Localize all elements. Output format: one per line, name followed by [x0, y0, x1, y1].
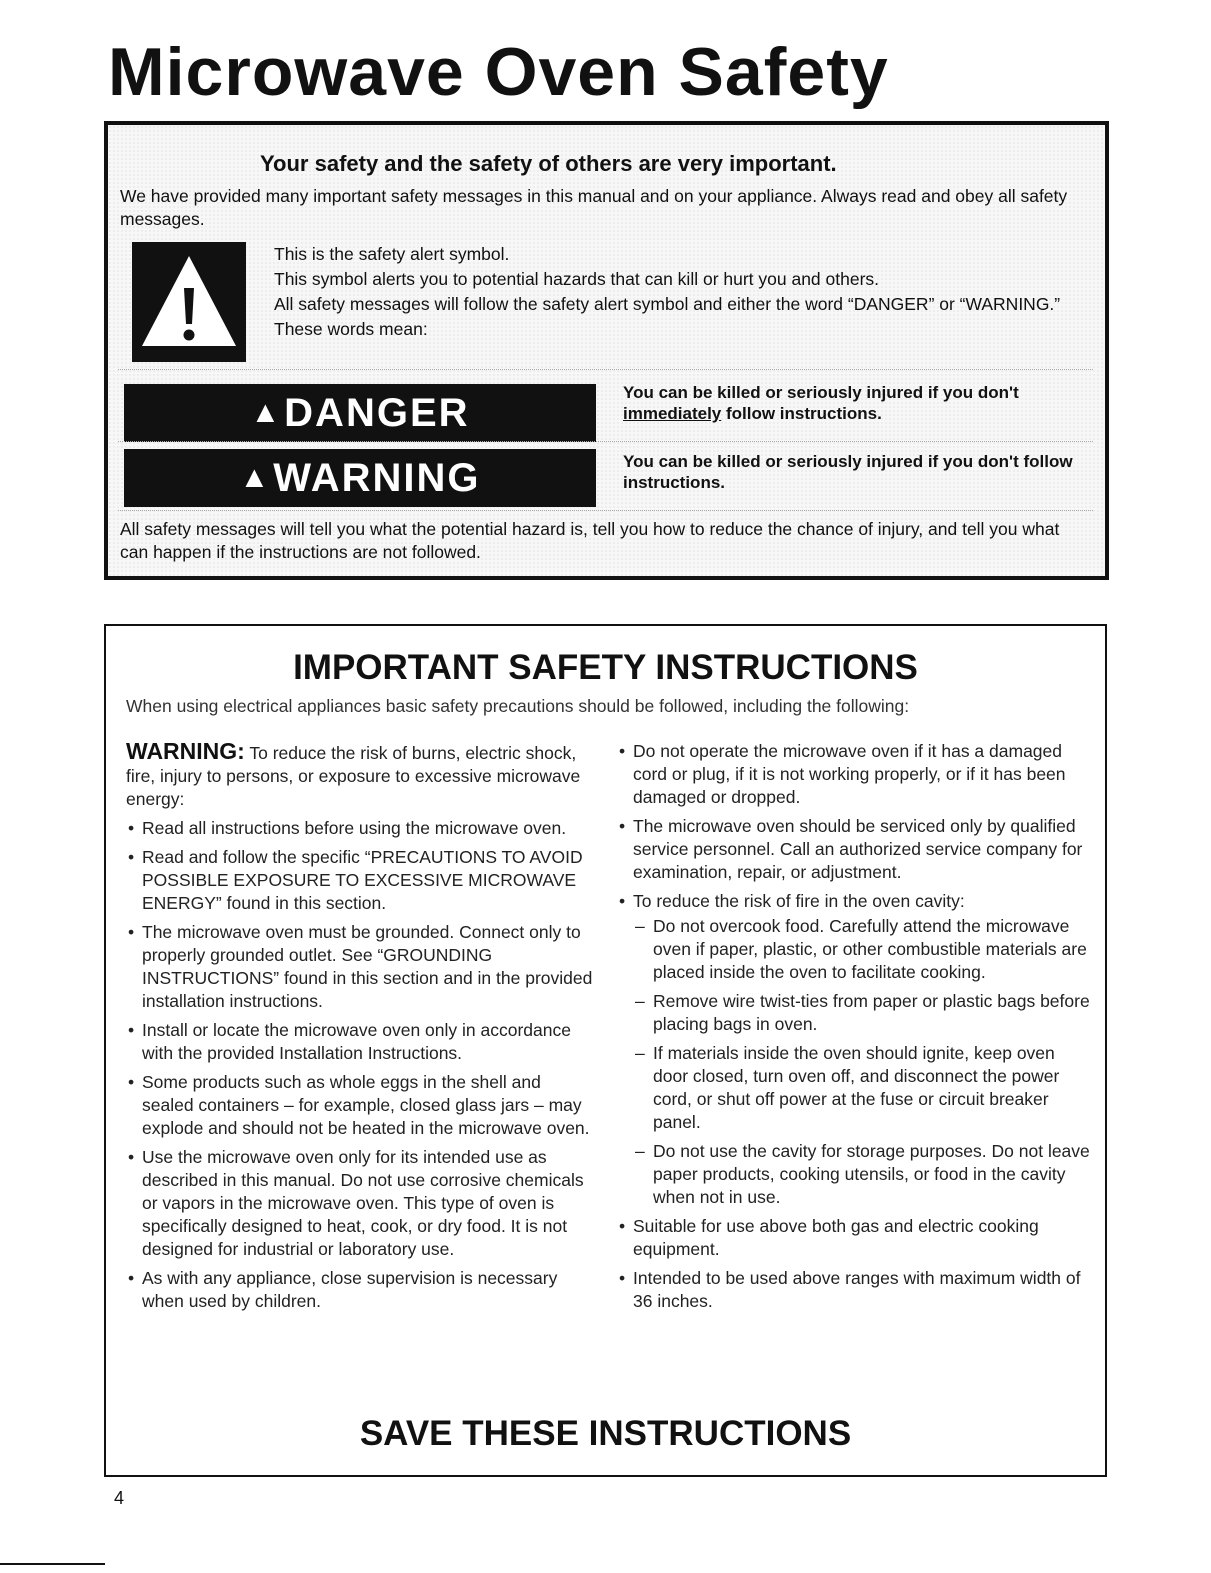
- dash-item: – Do not use the cavity for storage purposes. Do not leave paper products, cooking utensils, or food in the cavity when not in use.: [633, 1140, 1092, 1209]
- safety-alert-symbol-icon: [132, 242, 246, 362]
- warning-triangle-icon: ▲: [239, 461, 272, 494]
- divider: [118, 510, 1093, 511]
- danger-signal-word: [124, 384, 596, 442]
- list-item: • The microwave oven must be grounded. Connect only to properly grounded outlet. See “GROUNDING INSTRUCTIONS” found in this section and in the provided installation instructions.: [126, 921, 596, 1013]
- dash-item: – If materials inside the oven should ignite, keep oven door closed, turn oven off, and disconnect the power cord, or shut off power at the fuse or circuit breaker panel.: [633, 1042, 1092, 1134]
- safety-message-box: [104, 121, 1109, 580]
- alert-line: This symbol alerts you to potential hazards that can kill or hurt you and others.: [274, 269, 880, 289]
- list-item: • Some products such as whole eggs in the shell and sealed containers – for example, closed glass jars – may explode and should not be heated in the microwave oven.: [126, 1071, 596, 1140]
- list-item: • Read and follow the specific “PRECAUTIONS TO AVOID POSSIBLE EXPOSURE TO EXCESSIVE MICROWAVE ENERGY” found in this section.: [126, 846, 596, 915]
- instructions-title: IMPORTANT SAFETY INSTRUCTIONS: [293, 648, 918, 687]
- list-item: • As with any appliance, close supervision is necessary when used by children.: [126, 1267, 596, 1313]
- list-item: • Do not operate the microwave oven if it has a damaged cord or plug, if it is not working properly, or if it has been damaged or dropped.: [617, 740, 1092, 809]
- warning-signal-word: [124, 449, 596, 507]
- left-column: [126, 740, 596, 1319]
- right-column: [617, 740, 1092, 1319]
- safety-footer: All safety messages will tell you what the potential hazard is, tell you how to reduce the chance of injury, and tell you what can happen if the instructions are not followed.: [120, 519, 1060, 562]
- list-item-fire: [617, 890, 1092, 1209]
- list-item: • Use the microwave oven only for its intended use as described in this manual. Do not use corrosive chemicals or vapors in the microwave oven. This type of oven is specifically designed to heat, cook, or dry food. It is not designed for industrial or laboratory use.: [126, 1146, 596, 1261]
- instructions-intro: When using electrical appliances basic safety precautions should be followed, including the following:: [126, 696, 910, 716]
- alert-symbol-explanation: [274, 242, 1084, 342]
- warning-word: WARNING:: [126, 738, 245, 764]
- page-number: 4: [114, 1488, 125, 1508]
- list-item: • Install or locate the microwave oven only in accordance with the provided Installation Instructions.: [126, 1019, 596, 1065]
- fire-dash-list: [633, 915, 1092, 1209]
- warning-triangle-icon: ▲: [250, 396, 283, 429]
- list-item: • Intended to be used above ranges with maximum width of 36 inches.: [617, 1267, 1092, 1313]
- danger-label: DANGER: [284, 390, 470, 435]
- safety-heading: Your safety and the safety of others are very important.: [260, 151, 837, 176]
- warning-text: To reduce the risk of burns, electric shock, fire, injury to persons, or exposure to excessive microwave energy:: [126, 743, 581, 809]
- dash-item: – Do not overcook food. Carefully attend the microwave oven if paper, plastic, or other combustible materials are placed inside the oven to facilitate cooking.: [633, 915, 1092, 984]
- warning-label: WARNING: [273, 455, 481, 500]
- list-item: • Suitable for use above both gas and electric cooking equipment.: [617, 1215, 1092, 1261]
- danger-description: You can be killed or seriously injured if you don't immediately follow instructions.: [623, 383, 1019, 423]
- page-title: Microwave Oven Safety: [108, 34, 889, 110]
- alert-line: All safety messages will follow the safety alert symbol and either the word “DANGER” or “WARNING.” These words mean:: [274, 294, 1061, 339]
- warning-description: You can be killed or seriously injured if you don't follow instructions.: [623, 452, 1073, 492]
- alert-line: This is the safety alert symbol.: [274, 244, 510, 264]
- divider: [118, 441, 1093, 442]
- divider: [118, 369, 1093, 370]
- important-safety-instructions-box: [104, 624, 1107, 1477]
- save-instructions-heading: SAVE THESE INSTRUCTIONS: [359, 1414, 852, 1453]
- bottom-rule: [0, 1563, 105, 1565]
- fire-bullet-label: To reduce the risk of fire in the oven cavity:: [633, 891, 965, 911]
- safety-intro: We have provided many important safety messages in this manual and on your appliance. Always read and obey all safety messages.: [120, 186, 1068, 229]
- list-item: • The microwave oven should be serviced only by qualified service personnel. Call an authorized service company for examination, repair, or adjustment.: [617, 815, 1092, 884]
- list-item: • Read all instructions before using the microwave oven.: [126, 817, 596, 840]
- left-bullet-list: [126, 817, 596, 1313]
- warning-statement: [126, 740, 596, 811]
- dash-item: – Remove wire twist-ties from paper or plastic bags before placing bags in oven.: [633, 990, 1092, 1036]
- right-bullet-list: [617, 740, 1092, 1313]
